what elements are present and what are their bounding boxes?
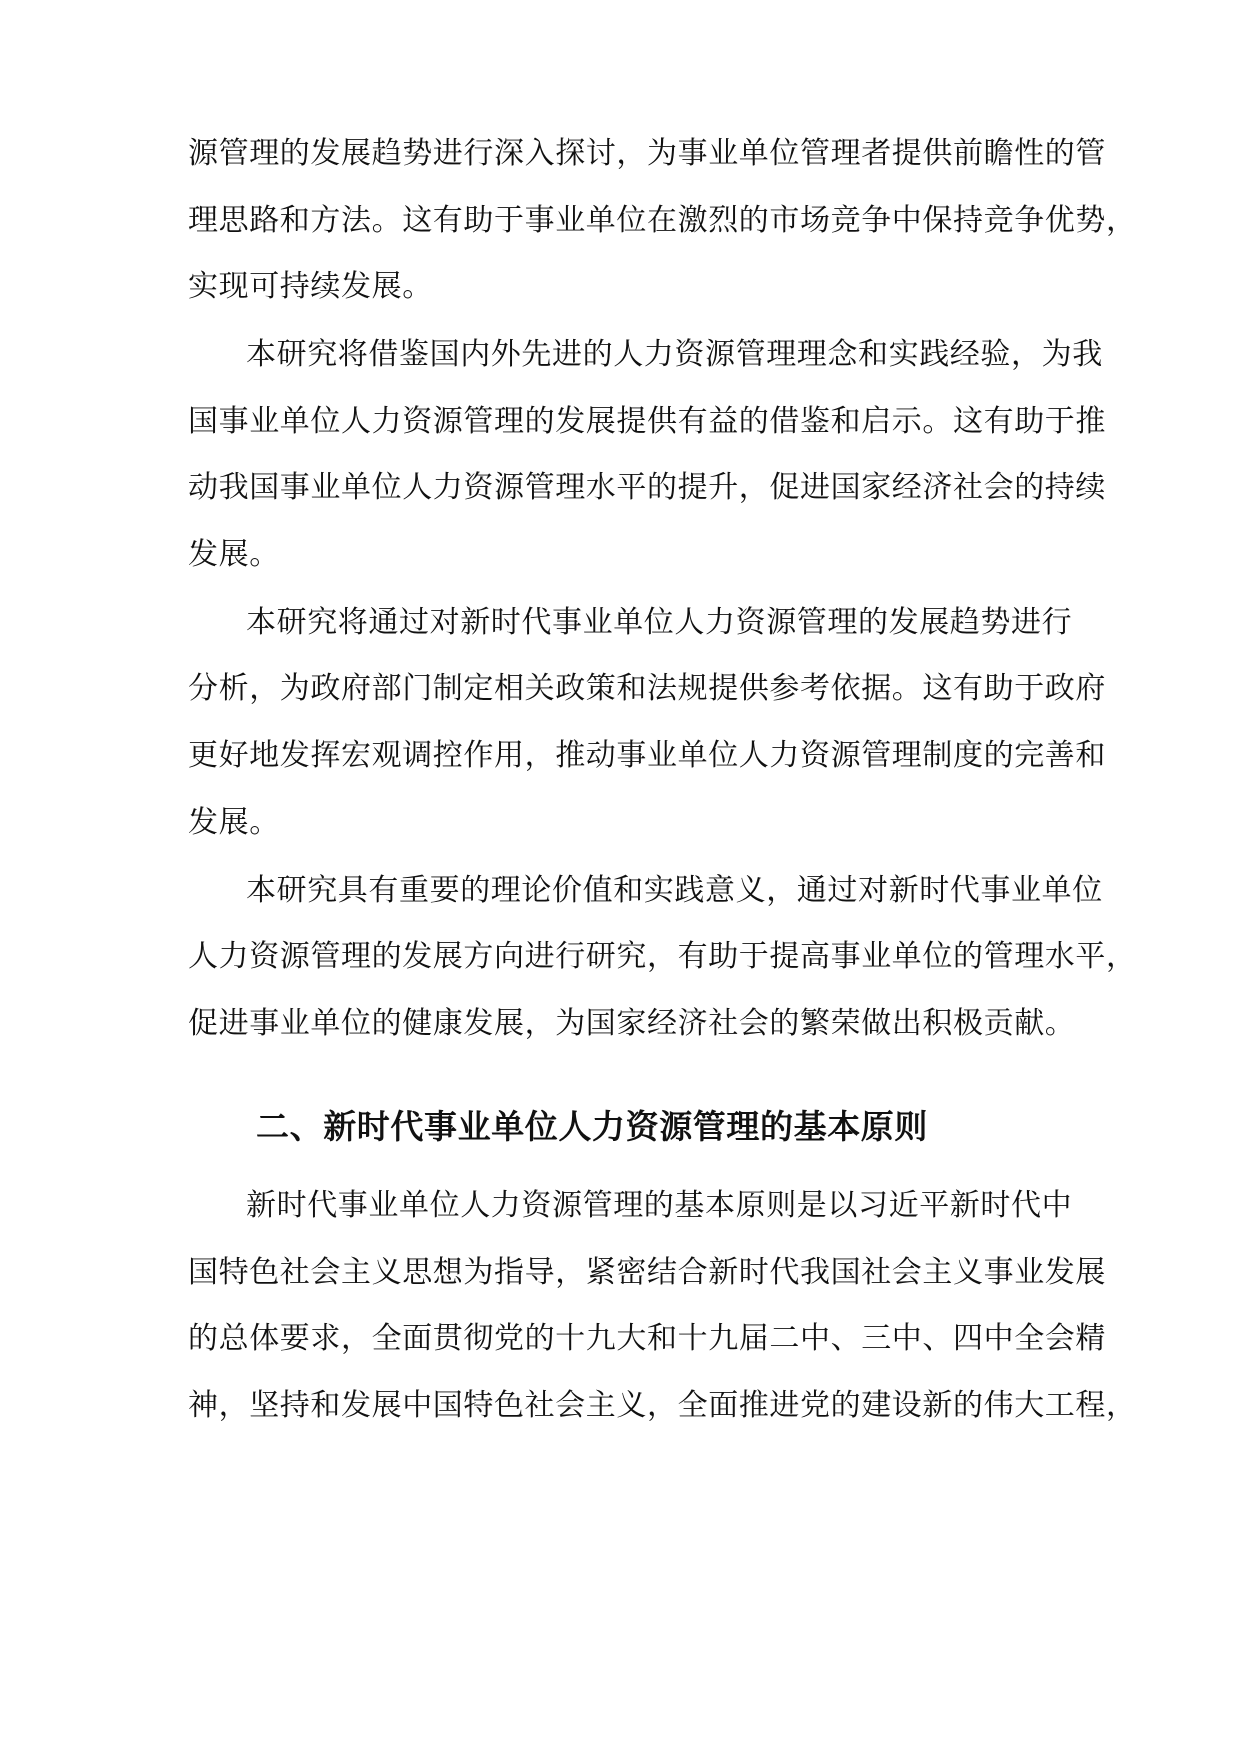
paragraph-4-line-3: 促进事业单位的健康发展，为国家经济社会的繁荣做出积极贡献。 (188, 1006, 1076, 1041)
paragraph-1-line-3: 实现可持续发展。 (188, 269, 433, 304)
paragraph-1-line-1: 源管理的发展趋势进行深入探讨，为事业单位管理者提供前瞻性的管 (188, 136, 1106, 171)
section-paragraph-line-2: 国特色社会主义思想为指导，紧密结合新时代我国社会主义事业发展 (188, 1255, 1106, 1290)
paragraph-3-line-1: 本研究将通过对新时代事业单位人力资源管理的发展趋势进行 (246, 605, 1073, 640)
section-paragraph-line-3: 的总体要求，全面贯彻党的十九大和十九届二中、三中、四中全会精 (188, 1321, 1106, 1356)
paragraph-2-line-4: 发展。 (188, 537, 280, 572)
paragraph-4-line-2: 人力资源管理的发展方向进行研究，有助于提高事业单位的管理水平， (188, 939, 1137, 974)
section-heading: 二、新时代事业单位人力资源管理的基本原则 (256, 1107, 928, 1146)
paragraph-3-line-2: 分析，为政府部门制定相关政策和法规提供参考依据。这有助于政府 (188, 671, 1106, 706)
paragraph-2-line-1: 本研究将借鉴国内外先进的人力资源管理理念和实践经验，为我 (246, 337, 1103, 372)
paragraph-2-line-3: 动我国事业单位人力资源管理水平的提升，促进国家经济社会的持续 (188, 470, 1106, 505)
section-paragraph-line-4: 神，坚持和发展中国特色社会主义，全面推进党的建设新的伟大工程， (188, 1388, 1137, 1423)
paragraph-4-line-1: 本研究具有重要的理论价值和实践意义，通过对新时代事业单位 (246, 873, 1103, 908)
paragraph-3-line-4: 发展。 (188, 805, 280, 840)
paragraph-2-line-2: 国事业单位人力资源管理的发展提供有益的借鉴和启示。这有助于推 (188, 404, 1106, 439)
section-paragraph-line-1: 新时代事业单位人力资源管理的基本原则是以习近平新时代中 (246, 1188, 1073, 1223)
paragraph-3-line-3: 更好地发挥宏观调控作用，推动事业单位人力资源管理制度的完善和 (188, 738, 1106, 773)
paragraph-1-line-2: 理思路和方法。这有助于事业单位在激烈的市场竞争中保持竞争优势， (188, 203, 1137, 238)
